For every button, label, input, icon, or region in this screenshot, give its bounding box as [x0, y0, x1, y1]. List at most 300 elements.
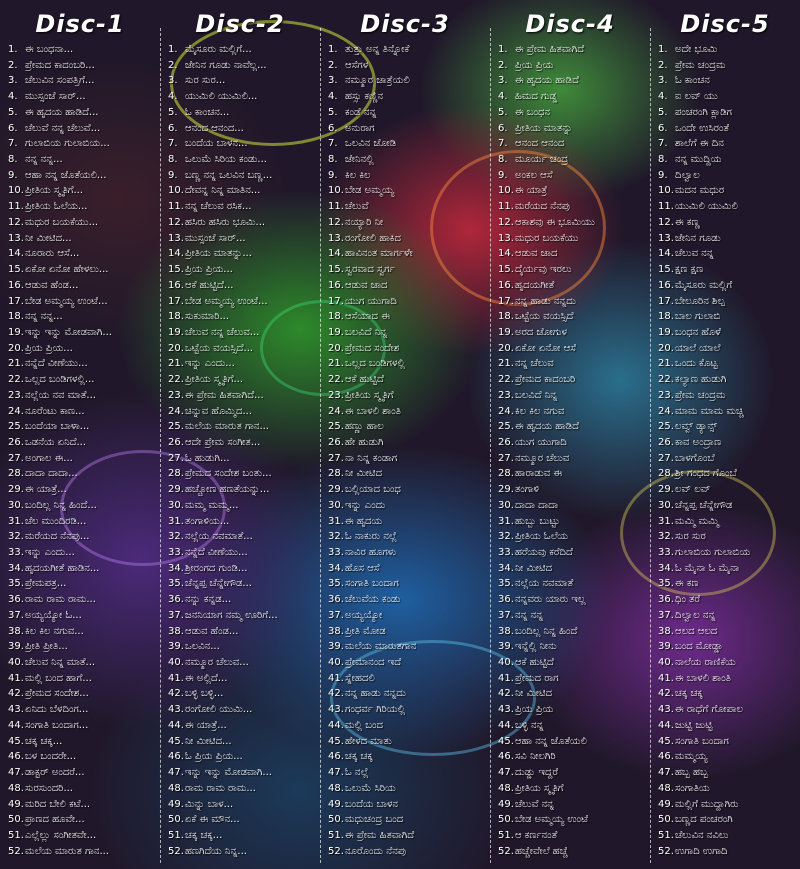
track-title: ಈ ಪ್ರೇಮ ಹಿತವಾಗಿದೆ... [185, 389, 264, 401]
track-title: ನಮ್ಮೂರ ಚೆಲುವ [515, 452, 570, 464]
track-title: ಪ್ರೇಮ ಚಂದ್ರಮ [675, 59, 726, 71]
track-title: ಒಲ್ಲದ ಬಂಡಿಗಳಲ್ಲಿ [345, 358, 405, 370]
track-number: 30. [8, 499, 24, 511]
track-item [328, 183, 490, 199]
track-title: ಬಂದೆಯ ಬಾಳನ [345, 798, 398, 810]
track-number: 49. [168, 798, 184, 810]
track-item [328, 718, 490, 734]
track-item [168, 844, 320, 860]
track-item [8, 215, 160, 231]
track-number: 1. [168, 44, 178, 55]
track-item [8, 404, 160, 420]
track-number: 23. [498, 389, 514, 401]
track-item [498, 215, 650, 231]
track-number: 32. [328, 531, 344, 543]
track-number: 12. [328, 216, 344, 228]
track-item [498, 702, 650, 718]
track-number: 16. [328, 279, 344, 291]
track-number: 28. [168, 468, 184, 480]
track-title: ಆನಂದ ಆನಂದ [515, 138, 565, 150]
track-number: 10. [168, 185, 184, 197]
track-number: 38. [328, 625, 344, 637]
track-number: 32. [168, 531, 184, 543]
track-title: ಪ್ರೀತಿಯ ಸ್ಮೃತಿಗೆ... [25, 185, 84, 197]
track-number: 35. [168, 578, 184, 590]
track-title: ಧಿಂ ತರೆ [675, 594, 701, 606]
track-number: 42. [168, 688, 184, 700]
track-number: 47. [8, 767, 24, 779]
track-item [168, 73, 320, 89]
track-title: ಇನ್ನು ಎಂದು [345, 499, 386, 511]
track-number: 14. [498, 248, 514, 260]
track-number: 9. [658, 169, 668, 181]
track-title: ನನ್ನೆದೆ ವೀಣೆಯು... [185, 547, 248, 558]
track-title: ಪ್ರೀತಿಯ ಸ್ಮೃತಿಗೆ [345, 389, 394, 401]
track-item [658, 561, 800, 577]
track-number: 52. [168, 845, 184, 857]
track-title: ಓ ನಾಕುರು ನಲ್ಲೆ [345, 531, 397, 543]
track-item [8, 168, 160, 184]
track-number: 39. [498, 641, 514, 653]
track-item [328, 58, 490, 74]
track-title: ಅದೇ ಭೂಮಿ [675, 44, 718, 55]
track-title: ಏಕೋ ಏನೋ ಹೇಳಲು... [25, 264, 109, 276]
track-number: 6. [658, 122, 668, 134]
track-title: ಚೆಲ ಮುಂದಿರಡಿ... [25, 515, 87, 527]
track-item [8, 624, 160, 640]
track-number: 37. [328, 609, 344, 621]
track-title: ಬೇಡ ಅಮ್ಮಯ್ಯ ಉಂಟೆ... [25, 295, 108, 307]
track-item [328, 844, 490, 860]
track-title: ನನ್ನ ಚೆಲುವ [515, 358, 554, 370]
track-item [658, 262, 800, 278]
track-title: ಈ ಕಣ [675, 578, 699, 590]
track-number: 24. [658, 405, 674, 417]
track-number: 11. [168, 201, 184, 213]
track-number: 28. [658, 468, 674, 480]
track-title: ಪ್ರೀತಿಯ ಓಲೆಯ [515, 531, 568, 543]
track-number: 13. [658, 232, 674, 244]
track-item [658, 121, 800, 137]
track-number: 40. [328, 657, 344, 669]
track-item [658, 73, 800, 89]
track-item [658, 812, 800, 828]
track-item [328, 451, 490, 467]
track-number: 37. [168, 609, 184, 621]
track-item [8, 671, 160, 687]
track-number: 6. [8, 122, 18, 134]
track-title: ಸ್ನೇಹದಲಿ [345, 672, 375, 684]
track-item [328, 136, 490, 152]
track-item [168, 545, 320, 561]
track-title: ಆಡುವ ಜಾದ [515, 248, 558, 260]
track-title: ಈ ಬಾಳಲಿ ಶಾಂತಿ [345, 405, 401, 417]
track-number: 35. [658, 578, 674, 590]
track-number: 4. [658, 91, 668, 103]
track-item [328, 278, 490, 294]
track-title: ಪ್ರಿಯ ಪ್ರಿಯ... [25, 342, 73, 354]
track-title: ನೂರೊಂದು ನೆನಪು [345, 845, 406, 857]
track-item [658, 152, 800, 168]
track-number: 34. [328, 562, 344, 574]
track-title: ಮಲ್ಲಿ ಬಂದ [345, 719, 383, 731]
track-number: 5. [328, 106, 338, 118]
track-title: ಆಲದ ಆಲದ [675, 625, 718, 637]
track-title: ಕಲ್ಯಾಣ ಹುಡುಗಿ [675, 374, 727, 386]
track-item [8, 655, 160, 671]
track-title: ಪ್ರೇಮಪತ್ರ... [25, 578, 67, 590]
track-item [328, 309, 490, 325]
track-item [658, 58, 800, 74]
track-number: 25. [8, 421, 24, 433]
track-item [658, 168, 800, 184]
track-title: ಮುಸ್ಸಂಜೆ ಸಾರ್... [185, 232, 246, 244]
track-number: 7. [658, 138, 668, 150]
track-number: 46. [8, 751, 24, 763]
track-title: ನೀ ಮೀಟಿದ... [25, 232, 72, 244]
track-number: 16. [498, 279, 514, 291]
track-title: ಈ ಪ್ರೇಮ ಹಿತವಾಗಿದೆ [345, 829, 415, 841]
track-number: 32. [658, 531, 674, 543]
track-title: ನಲ್ಲೆಯ ನವಮಾತೆ... [185, 531, 253, 543]
track-number: 4. [498, 91, 508, 103]
track-number: 10. [328, 185, 344, 197]
track-item [168, 325, 320, 341]
track-item [168, 828, 320, 844]
track-item [658, 199, 800, 215]
track-title: ಸ್ವರವಾದ ಸ್ವರ್ಗ [345, 264, 395, 276]
track-title: ದಾದಾ ದಾದಾ... [25, 468, 78, 480]
track-title: ಹಚ್ಚೋಣ ಹಣತೆಯನ್ನು... [185, 484, 270, 496]
track-number: 42. [8, 688, 24, 700]
track-item [498, 749, 650, 765]
track-title: ನೀ ಮೀಟಿದ... [185, 735, 232, 747]
track-number: 17. [658, 295, 674, 307]
track-number: 13. [498, 232, 514, 244]
track-title: ನನ್ನ ಹಾಡು ನನ್ನದು [515, 295, 576, 307]
track-number: 24. [8, 405, 24, 417]
track-item [498, 639, 650, 655]
track-title: ಇನ್ನೆಲ್ಲಿ ನೀನು [515, 641, 557, 653]
track-item [658, 89, 800, 105]
track-number: 36. [658, 594, 674, 606]
disc-title: Disc-2 [195, 10, 285, 38]
track-item [498, 341, 650, 357]
track-number: 20. [328, 342, 344, 354]
track-title: ನೀ ಮೀಟಿದ [345, 468, 383, 480]
track-title: ಇನ್ನು ಎಂದು... [185, 358, 235, 370]
track-title: ಮರೆಯದ ನೆನಪು [515, 201, 570, 213]
track-number: 23. [328, 389, 344, 401]
track-item [168, 702, 320, 718]
track-title: ಬಂದೆಯ ಬಾಳನ... [185, 138, 248, 150]
track-number: 4. [168, 91, 178, 103]
track-item [328, 105, 490, 121]
track-item [8, 246, 160, 262]
track-number: 14. [658, 248, 674, 260]
track-number: 17. [498, 295, 514, 307]
track-title: ತುತ್ತು ಅನ್ನ ತಿನ್ನೋಕೆ [345, 44, 410, 55]
track-number: 1. [8, 44, 18, 55]
track-list [8, 42, 160, 859]
track-title: ಕಂಡೆ ನನ್ನ [345, 106, 377, 118]
track-number: 6. [498, 122, 508, 134]
disc-title: Disc-3 [360, 10, 450, 38]
track-number: 48. [658, 782, 674, 794]
track-number: 14. [8, 248, 24, 260]
track-number: 42. [328, 688, 344, 700]
track-item [498, 121, 650, 137]
track-title: ಹಬ್ಬ ಹಬ್ಬ [675, 767, 708, 779]
track-title: ಚೆನ್ನಪ್ಪ ಚೆನ್ನೇಗೌಡ [675, 499, 733, 511]
track-title: ಏಕೆ ಈ ಮೌನ... [185, 814, 240, 826]
track-number: 28. [8, 468, 24, 480]
track-item [328, 686, 490, 702]
track-title: ಯುಮಿಲಿ ಯುಮಿಲಿ... [185, 91, 258, 103]
track-item [498, 671, 650, 687]
track-number: 21. [328, 358, 344, 370]
track-title: ಹೃದಯಗೀತೆ ಹಾಡಿನ... [25, 562, 100, 574]
track-item [658, 105, 800, 121]
track-item [658, 686, 800, 702]
track-item [168, 199, 320, 215]
track-item [328, 168, 490, 184]
track-title: ಪ್ರೀತಿಯ ಮಾತನ್ನು... [185, 248, 252, 260]
track-item [658, 356, 800, 372]
track-item [168, 624, 320, 640]
track-title: ಬಾಳಗೊಂಬೆ [675, 452, 715, 464]
track-title: ದಾದಾ ದಾದಾ [515, 499, 559, 511]
track-item [498, 451, 650, 467]
track-title: ಲವ್ ಲವ್ [675, 484, 711, 496]
disc-title: Disc-4 [525, 10, 615, 38]
track-number: 46. [498, 751, 514, 763]
track-item [658, 294, 800, 310]
track-title: ಒಂದು ಕೊಟ್ಟ [675, 358, 718, 370]
track-title: ಈ ಬಾಳಲಿ ಶಾಂತಿ [675, 672, 731, 684]
track-number: 29. [8, 484, 24, 496]
track-number: 15. [658, 264, 674, 276]
track-title: ಈ ಕಣ್ಣ [675, 216, 700, 228]
track-item [658, 183, 800, 199]
track-title: ಅರದ ಜೋಗುಳ [515, 326, 567, 338]
track-item [498, 765, 650, 781]
track-number: 45. [8, 735, 24, 747]
track-title: ಓ ಮೈನಾ ಓ ಮೈನಾ [675, 562, 740, 574]
track-title: ಎಲ್ಲೆಲ್ಲು ಸಂಗೀತವೇ... [25, 829, 97, 841]
track-title: ಪ್ರೀತಿ ಪ್ರೀತಿ... [25, 641, 68, 653]
track-number: 39. [8, 641, 24, 653]
track-item [168, 451, 320, 467]
track-title: ಬಂದಿಲ್ಲ ನಿನ್ನ ಹಿಂದೆ... [25, 499, 97, 511]
track-title: ಬೇಡ ಅಮ್ಮಯ್ಯ ಉಂಟೆ... [185, 295, 268, 307]
track-number: 19. [168, 326, 184, 338]
track-item [168, 404, 320, 420]
track-item [498, 592, 650, 608]
track-number: 4. [328, 91, 338, 103]
track-number: 30. [168, 499, 184, 511]
track-number: 43. [328, 704, 344, 716]
track-number: 27. [498, 452, 514, 464]
track-item [658, 341, 800, 357]
track-item [8, 482, 160, 498]
track-number: 33. [658, 547, 674, 558]
track-title: ಚೆನ್ನಪ್ಪ ಚೆನ್ನೇಗೌಡ... [185, 578, 252, 590]
track-item [168, 466, 320, 482]
track-number: 36. [8, 594, 24, 606]
track-number: 2. [498, 59, 508, 71]
track-number: 22. [328, 374, 344, 386]
track-item [498, 325, 650, 341]
track-number: 41. [328, 672, 344, 684]
track-title: ಪ್ರಿಯ ಪ್ರಿಯ [515, 59, 554, 71]
track-item [498, 498, 650, 514]
track-item [498, 781, 650, 797]
track-number: 8. [498, 154, 508, 166]
track-number: 45. [328, 735, 344, 747]
track-title: ಜೇನಿನಲ್ಲಿ [345, 154, 374, 166]
track-number: 21. [168, 358, 184, 370]
track-list [168, 42, 320, 859]
track-title: ಪ್ರೇಮದ ಸಂದೇಶ [345, 342, 400, 354]
track-number: 5. [168, 106, 178, 118]
track-item [658, 404, 800, 420]
track-title: ಜೇನಿನ ಗೂಡು [675, 232, 721, 244]
track-number: 15. [168, 264, 184, 276]
track-item [8, 797, 160, 813]
track-title: ರಾಮ ರಾಮ ರಾಮ... [185, 782, 256, 794]
track-item [658, 136, 800, 152]
track-item [168, 781, 320, 797]
track-item [328, 215, 490, 231]
track-title: ಆನಂದ ಆನಂದ... [185, 122, 244, 134]
track-item [8, 718, 160, 734]
track-number: 21. [658, 358, 674, 370]
track-title: ಈ ಯಾತ್ರೆ... [25, 484, 67, 496]
track-item [328, 419, 490, 435]
track-title: ಗುಲಾಬಿಯ ಗುಲಾಬಿಯ... [25, 138, 110, 150]
track-title: ಮಿನ್ನು ಬಾಳ... [185, 798, 234, 810]
track-number: 35. [498, 578, 514, 590]
track-item [8, 419, 160, 435]
track-title: ಮಲೆಯ ಮಾರುತ ಗಾನ... [185, 421, 269, 433]
track-item [658, 435, 800, 451]
track-title: ಬಳ್ಳಿ ಬಳ್ಳಿ... [185, 688, 224, 700]
track-number: 18. [498, 311, 514, 323]
track-title: ಹೊಸ ಆಸೆ [345, 562, 380, 574]
track-title: ಹೇಳದ ಮಾತು [345, 735, 392, 747]
track-item [168, 812, 320, 828]
track-number: 26. [328, 436, 344, 448]
track-title: ಬಲವಿದೆ ನಿನ್ನ [515, 389, 558, 401]
track-number: 44. [498, 719, 514, 731]
track-item [328, 121, 490, 137]
track-number: 31. [658, 515, 674, 527]
track-number: 10. [658, 185, 674, 197]
track-item [498, 624, 650, 640]
disc-column-5 [650, 0, 800, 869]
track-title: ಬೇಡ ಅಮ್ಮಯ್ಯ [345, 185, 395, 197]
track-number: 9. [328, 169, 338, 181]
track-title: ನನ್ನು ಕನ್ನಡ... [185, 594, 232, 606]
track-item [168, 561, 320, 577]
track-item [328, 576, 490, 592]
track-item [8, 592, 160, 608]
track-number: 23. [8, 389, 24, 401]
track-number: 35. [8, 578, 24, 590]
track-item [8, 828, 160, 844]
track-item [328, 435, 490, 451]
track-item [168, 294, 320, 310]
track-item [328, 152, 490, 168]
track-number: 39. [328, 641, 344, 653]
track-title: ಚೆಲುವೆ ನನ್ನ ಚೆಲುವೆ... [25, 122, 101, 134]
track-number: 24. [498, 405, 514, 417]
track-item [168, 231, 320, 247]
track-number: 34. [168, 562, 184, 574]
track-number: 7. [498, 138, 508, 150]
track-item [8, 199, 160, 215]
track-number: 9. [168, 169, 178, 181]
track-item [658, 388, 800, 404]
track-title: ದಿಲ್ವಾಲ [675, 169, 700, 181]
track-item [328, 89, 490, 105]
track-item [658, 608, 800, 624]
track-item [328, 529, 490, 545]
track-item [328, 262, 490, 278]
track-number: 33. [168, 547, 184, 558]
track-title: ಹಣ್ಣು ಹಾಲ [345, 421, 384, 433]
track-title: ಹೃದಯಗೀತೆ [515, 279, 555, 291]
track-item [8, 73, 160, 89]
track-title: ನಮ್ಮೂರ ಚೆಲುವ... [185, 657, 249, 669]
track-item [498, 231, 650, 247]
track-number: 38. [168, 625, 184, 637]
track-item [328, 199, 490, 215]
track-number: 16. [168, 279, 184, 291]
track-item [498, 73, 650, 89]
track-number: 43. [498, 704, 514, 716]
track-item [498, 828, 650, 844]
track-item [328, 325, 490, 341]
track-item [328, 639, 490, 655]
track-title: ಒಲವಿನ... [185, 641, 220, 653]
track-title: ಒಲ್ಲದ ಬಂಡಿಗಳಲ್ಲಿ... [25, 374, 95, 386]
track-item [658, 246, 800, 262]
track-number: 1. [658, 44, 668, 55]
track-number: 3. [8, 75, 18, 87]
track-item [328, 73, 490, 89]
track-title: ಮಾಮ ಮಾಮ ಮಚ್ಚಿ [675, 405, 744, 417]
track-title: ಮಧುರ ಬಯಕೆಯು [515, 232, 579, 244]
track-number: 3. [498, 75, 508, 87]
track-title: ಮಲ್ಲಿ ಬಂದ ಹಾಗೆ... [25, 672, 92, 684]
track-item [328, 294, 490, 310]
track-number: 27. [328, 452, 344, 464]
track-item [168, 58, 320, 74]
track-title: ನೀ ಮೀಟಿದ [515, 562, 553, 574]
track-title: ಶಾಲೆಗೆ ಈ ದಿನ [675, 138, 724, 150]
track-title: ಒಲವಿನ ಜೋಡಿ [345, 138, 397, 150]
track-title: ಕಿಲ ಕಿಲ [345, 169, 371, 181]
track-number: 33. [498, 547, 514, 558]
track-item [168, 797, 320, 813]
track-number: 50. [328, 814, 344, 826]
track-item [168, 89, 320, 105]
track-list [328, 42, 490, 859]
track-number: 35. [328, 578, 344, 590]
track-item [168, 765, 320, 781]
